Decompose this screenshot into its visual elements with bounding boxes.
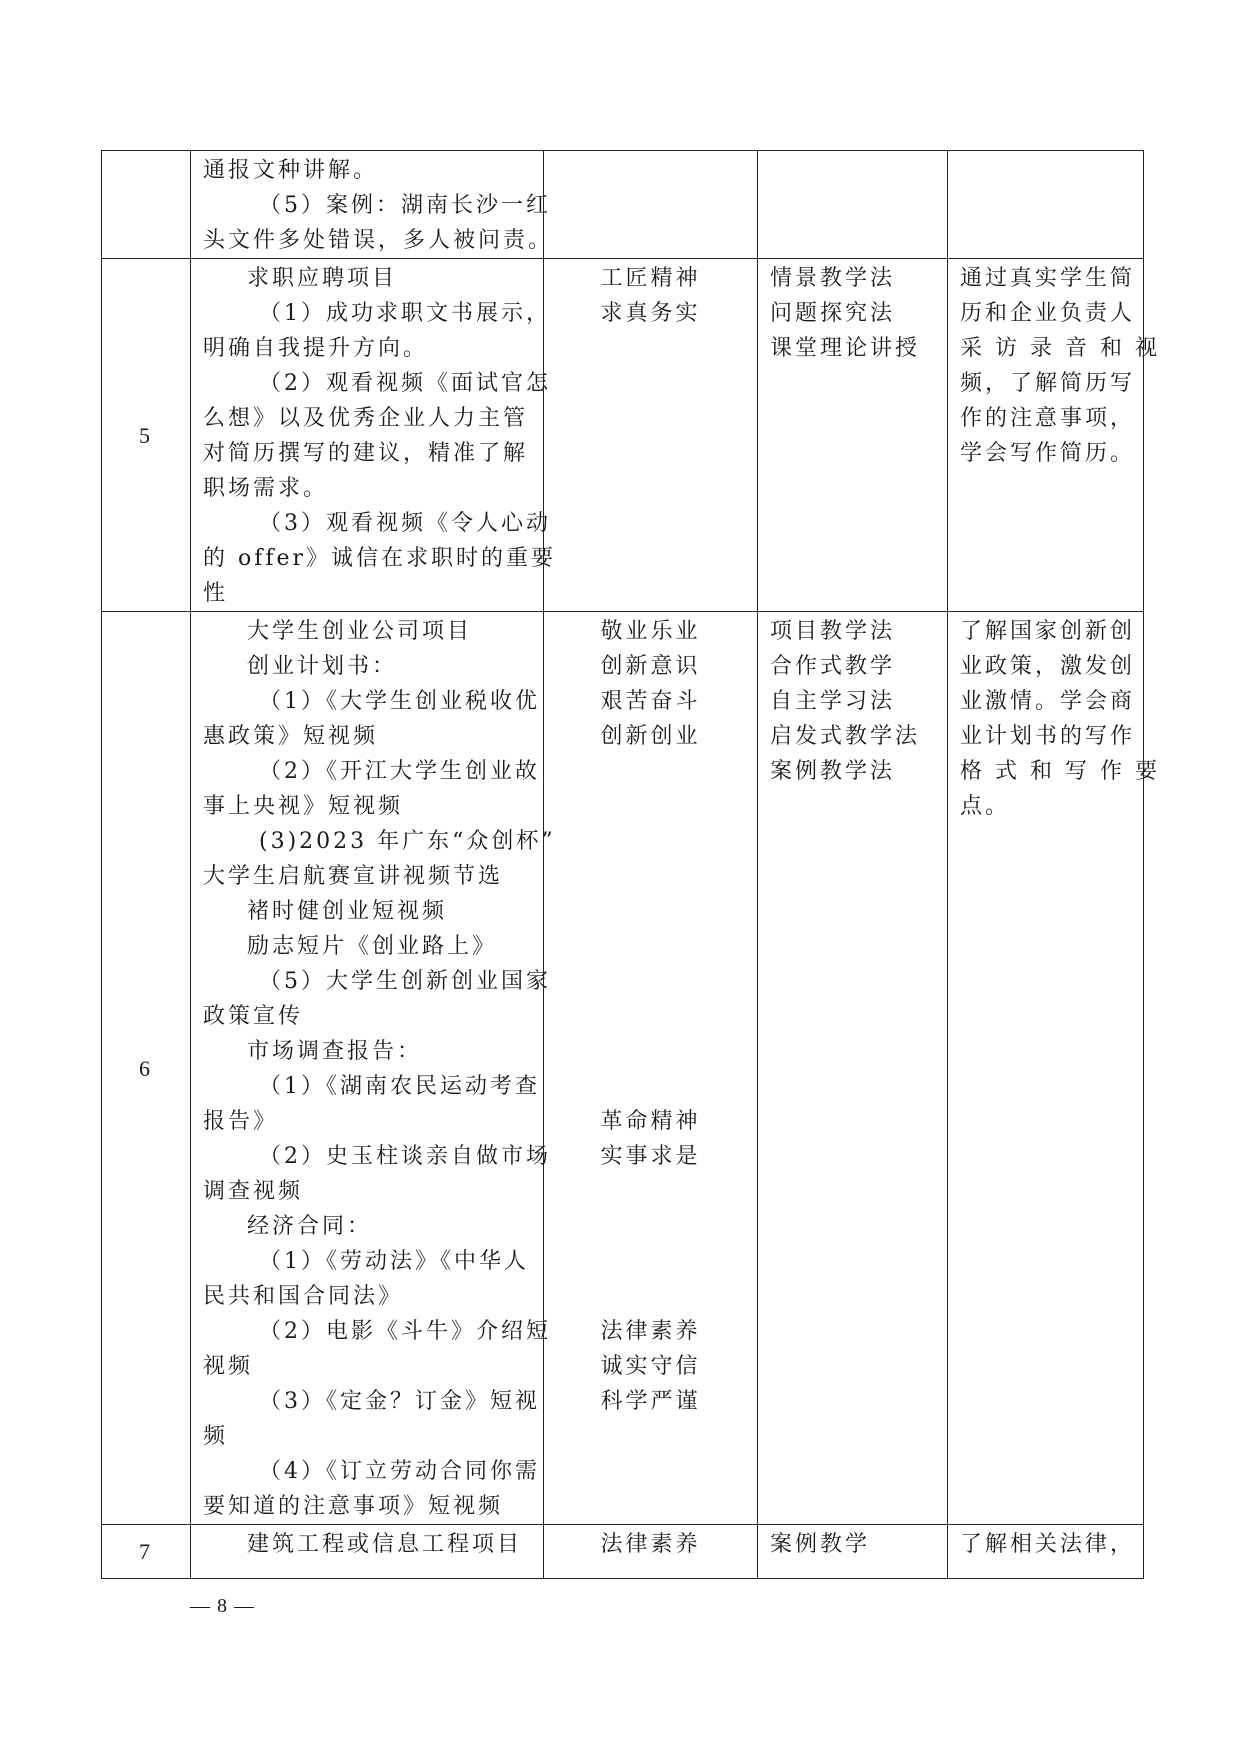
content-line: 通报文种讲解。 (203, 158, 379, 183)
element-line: 求真务实 (600, 301, 701, 326)
content-line: 事上央视》短视频 (203, 794, 404, 819)
method-line: 项目教学法 (770, 619, 896, 644)
goal-line: 采 访 录 音 和 视 (960, 336, 1160, 361)
content-line: 建筑工程或信息工程项目 (247, 1532, 523, 1557)
content-line: 职场需求。 (203, 476, 329, 501)
goal-line: 了解国家创新创 (960, 619, 1136, 644)
content-line: （3）《定金？订金》短视 (259, 1389, 540, 1414)
content-line: （4）《订立劳动合同你需 (259, 1459, 540, 1484)
content-line: 调查视频 (203, 1179, 304, 1204)
content-line: 报告》 (203, 1109, 279, 1134)
goal-line: 频，了解简历写 (960, 371, 1136, 396)
elements-cell (544, 259, 758, 612)
elements-cell (544, 151, 758, 259)
row-number-cell: 6 (102, 612, 191, 1525)
element-line: 创新创业 (600, 724, 701, 749)
row-number-cell: 7 (102, 1525, 191, 1579)
method-line: 启发式教学法 (770, 724, 921, 749)
element-line: 工匠精神 (600, 266, 701, 291)
goals-cell (948, 259, 1160, 612)
element-line: 实事求是 (600, 1144, 701, 1169)
content-line: （1）《湖南农民运动考查 (259, 1074, 540, 1099)
content-line: （3）观看视频《令人心动 (259, 511, 551, 536)
goals-cell (948, 151, 1144, 259)
methods-cell (758, 612, 948, 1525)
content-line: 政策宣传 (203, 1004, 304, 1029)
content-line: 励志短片《创业路上》 (247, 934, 498, 959)
element-line: 革命精神 (600, 1109, 701, 1134)
methods-cell (758, 151, 948, 259)
content-line: 对简历撰写的建议，精准了解 (203, 441, 529, 466)
content-cell (191, 612, 556, 1525)
method-line: 案例教学法 (770, 759, 896, 784)
row-number-cell (102, 151, 191, 259)
content-line: （1）成功求职文书展示， (259, 301, 551, 326)
goal-line: 作的注意事项， (960, 406, 1136, 431)
content-line: 大学生创业公司项目 (247, 619, 473, 644)
table-row (102, 151, 1144, 259)
elements-cell (544, 1525, 758, 1579)
method-line: 合作式教学 (770, 654, 896, 679)
element-line: 艰苦奋斗 (600, 689, 701, 714)
goal-line: 学会写作简历。 (960, 441, 1136, 466)
content-line: 的 offer》诚信在求职时的重要 (203, 546, 557, 571)
element-line: 法律素养 (600, 1532, 701, 1557)
method-line: 自主学习法 (770, 689, 896, 714)
goal-line: 了解相关法律， (960, 1532, 1136, 1557)
content-line: 市场调查报告： (247, 1039, 423, 1064)
content-line: （2）《开江大学生创业故 (259, 759, 540, 784)
table-row (102, 612, 1144, 1525)
goal-line: 业计划书的写作 (960, 724, 1136, 749)
content-line: 民共和国合同法》 (203, 1284, 404, 1309)
content-line: （2）史玉柱谈亲自做市场 (259, 1144, 551, 1169)
content-line: 要知道的注意事项》短视频 (203, 1494, 504, 1519)
row-number-cell: 5 (102, 259, 191, 612)
element-line: 科学严谨 (600, 1389, 701, 1414)
goal-line: 格 式 和 写 作 要 (960, 759, 1160, 784)
content-line: 明确自我提升方向。 (203, 336, 429, 361)
content-line: 经济合同： (247, 1214, 373, 1239)
method-line: 情景教学法 (770, 266, 896, 291)
table-row (102, 259, 1144, 612)
goal-line: 通过真实学生简 (960, 266, 1136, 291)
method-line: 课堂理论讲授 (770, 336, 921, 361)
goal-line: 历和企业负责人 (960, 301, 1136, 326)
method-line: 问题探究法 (770, 301, 896, 326)
content-line: 惠政策》短视频 (203, 724, 379, 749)
element-line: 法律素养 (600, 1319, 701, 1344)
element-line: 敬业乐业 (600, 619, 701, 644)
content-line: （1）《劳动法》《中华人 (259, 1249, 529, 1274)
page-number: — 8 — (190, 1595, 255, 1617)
goal-line: 业激情。学会商 (960, 689, 1136, 714)
elements-cell (544, 612, 758, 1525)
element-line: 创新意识 (600, 654, 701, 679)
content-line: 创业计划书： (247, 654, 398, 679)
content-cell (191, 259, 557, 612)
content-line: 褚时健创业短视频 (247, 899, 448, 924)
content-line: 求职应聘项目 (247, 266, 398, 291)
content-line: （2）电影《斗牛》介绍短 (259, 1319, 551, 1344)
content-line: （5）大学生创新创业国家 (259, 969, 551, 994)
content-line: 性 (203, 581, 229, 606)
goals-cell (948, 1525, 1144, 1579)
content-line: （5）案例：湖南长沙一红 (259, 193, 551, 218)
goals-cell (948, 612, 1160, 1525)
content-line: 么想》以及优秀企业人力主管 (203, 406, 529, 431)
goal-line: 点。 (960, 794, 1011, 819)
methods-cell (758, 1525, 948, 1579)
content-line: （2）观看视频《面试官怎 (259, 371, 551, 396)
element-line: 诚实守信 (600, 1354, 701, 1379)
content-cell (191, 1525, 544, 1579)
content-cell (191, 151, 554, 259)
table-row (102, 1525, 1144, 1579)
goal-line: 业政策，激发创 (960, 654, 1136, 679)
course-design-table (101, 150, 1160, 1579)
content-line: (3)2023 年广东“众创杯” (259, 829, 556, 854)
method-line: 案例教学 (770, 1532, 871, 1557)
methods-cell (758, 259, 948, 612)
content-line: 大学生启航赛宣讲视频节选 (203, 864, 504, 889)
content-line: 频 (203, 1424, 229, 1449)
content-line: 视频 (203, 1354, 254, 1379)
content-line: （1）《大学生创业税收优 (259, 689, 540, 714)
content-line: 头文件多处错误，多人被问责。 (203, 228, 554, 253)
